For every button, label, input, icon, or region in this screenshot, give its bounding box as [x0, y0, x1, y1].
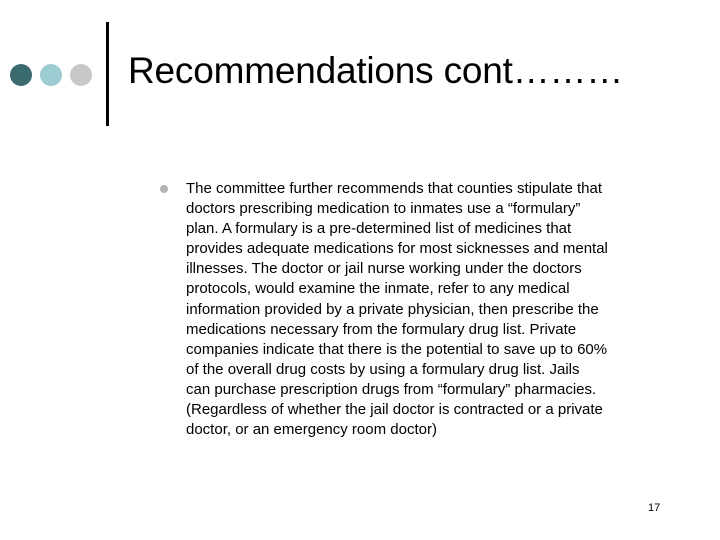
bullet-icon: [160, 185, 168, 193]
bullet-text-line: protocols, would examine the inmate, refer to any medical: [186, 280, 570, 298]
bullet-text-line: can purchase prescription drugs from “formulary” pharmacies.: [186, 380, 597, 398]
bullet-text-line: illnesses. The doctor or jail nurse working under the doctors: [186, 260, 582, 278]
bullet-text-line: medications necessary from the formulary drug list. Private: [186, 320, 577, 338]
decorative-dot-dark: [10, 64, 32, 86]
bullet-text-line: information provided by a private physician, then prescribe the: [186, 300, 599, 318]
bullet-text-line: doctor, or an emergency room doctor): [186, 421, 437, 439]
bullet-text-line: (Regardless of whether the jail doctor is contracted or a private: [186, 401, 603, 419]
bullet-text-line: doctors prescribing medication to inmates use a “formulary”: [186, 200, 581, 218]
decorative-dot-teal: [40, 64, 62, 86]
bullet-text-line: plan. A formulary is a pre-determined list of medicines that: [186, 220, 572, 238]
bullet-text-line: provides adequate medications for most sicknesses and mental: [186, 240, 608, 258]
slide-title: Recommendations cont………: [128, 50, 624, 91]
bullet-text: [186, 179, 676, 440]
decorative-dot-light: [70, 64, 92, 86]
page-number: 17: [648, 502, 661, 514]
bullet-text-line: companies indicate that there is the potential to save up to 60%: [186, 340, 608, 358]
bullet-text-line: The committee further recommends that counties stipulate that: [186, 180, 603, 197]
title-divider: [106, 22, 109, 126]
bullet-text-line: of the overall drug costs by using a formulary drug list. Jails: [186, 360, 580, 378]
